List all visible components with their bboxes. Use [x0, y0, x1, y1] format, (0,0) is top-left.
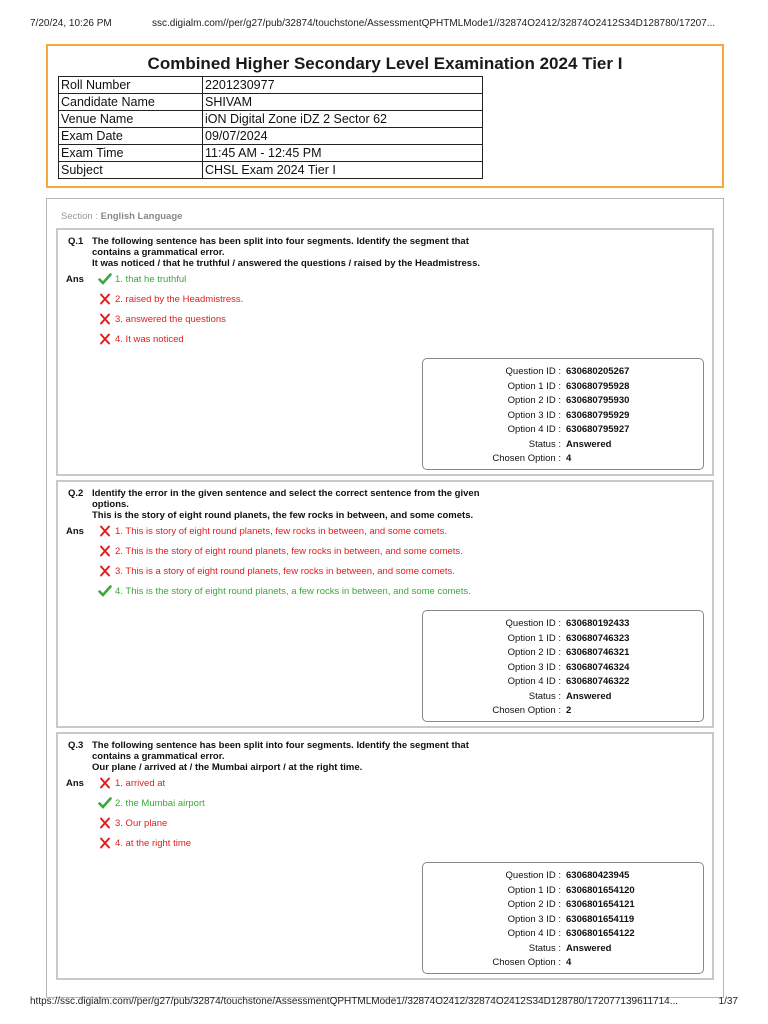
meta-label: Status :	[528, 438, 561, 450]
answer-option	[98, 836, 191, 850]
value-candidate-name: SHIVAM	[203, 94, 483, 111]
table-row	[59, 162, 483, 179]
answer-option	[98, 816, 167, 830]
meta-label: Option 3 ID :	[507, 409, 561, 421]
meta-value: 630680746321	[566, 647, 630, 658]
question-text	[92, 740, 532, 773]
meta-row-question-id	[423, 870, 703, 884]
question-number: Q.2	[68, 488, 84, 499]
meta-row-option-4-id	[423, 424, 703, 438]
answer-option	[98, 272, 186, 286]
question-text-line: options.	[92, 499, 129, 510]
meta-label: Option 2 ID :	[507, 647, 561, 658]
meta-label: Question ID :	[505, 366, 561, 377]
question-metadata	[422, 862, 704, 974]
question-metadata	[422, 358, 704, 470]
cross-icon	[98, 332, 112, 346]
check-icon	[98, 272, 112, 286]
answer-option	[98, 544, 463, 558]
candidate-table	[58, 76, 483, 179]
meta-label: Option 1 ID :	[507, 884, 561, 896]
check-icon	[98, 584, 112, 598]
cross-icon	[98, 776, 112, 790]
meta-value: 4	[566, 453, 572, 464]
section-title	[61, 211, 182, 222]
meta-row-option-1-id	[423, 633, 703, 647]
table-row	[59, 77, 483, 94]
cross-icon	[98, 292, 112, 306]
meta-value: 630680192433	[566, 618, 630, 629]
label-exam-date: Exam Date	[59, 128, 203, 145]
question-text-line: The following sentence has been split into four segments. Identify the segment that	[92, 236, 469, 247]
label-candidate-name: Candidate Name	[59, 94, 203, 111]
label-subject: Subject	[59, 162, 203, 179]
meta-value: 630680423945	[566, 870, 630, 881]
meta-label: Option 4 ID :	[507, 424, 561, 435]
meta-row-option-2-id	[423, 647, 703, 661]
meta-row-question-id	[423, 366, 703, 380]
meta-row-chosen-option	[423, 453, 703, 467]
meta-row-option-4-id	[423, 676, 703, 690]
meta-row-option-2-id	[423, 395, 703, 409]
meta-value: 6306801654121	[566, 899, 635, 910]
meta-label: Chosen Option :	[492, 705, 561, 716]
option-text: 4. It was noticed	[115, 333, 184, 345]
answer-option	[98, 524, 447, 538]
meta-value: 630680795927	[566, 424, 630, 435]
meta-value: 6306801654119	[566, 913, 635, 925]
question-box	[56, 732, 714, 980]
meta-label: Status :	[528, 690, 561, 702]
meta-value: 4	[566, 957, 572, 968]
value-exam-date: 09/07/2024	[203, 128, 483, 145]
answer-option	[98, 776, 165, 790]
answer-label: Ans	[66, 526, 84, 537]
question-number: Q.1	[68, 236, 84, 247]
meta-value: 630680205267	[566, 366, 630, 377]
meta-label: Option 4 ID :	[507, 928, 561, 939]
question-box	[56, 480, 714, 728]
footer-url[interactable]: https://ssc.digialm.com//per/g27/pub/32874/touchstone/AssessmentQPHTMLMode1//32874O2412/32874O2412S34D128780/172077139611714...	[30, 996, 679, 1007]
print-date: 7/20/24, 10:26 PM	[30, 18, 112, 29]
question-text-line: contains a grammatical error.	[92, 751, 225, 762]
meta-label: Question ID :	[505, 618, 561, 629]
meta-value: Answered	[566, 942, 612, 954]
label-exam-time: Exam Time	[59, 145, 203, 162]
meta-value: 630680746323	[566, 632, 630, 644]
meta-row-option-2-id	[423, 899, 703, 913]
option-text: 1. arrived at	[115, 777, 166, 789]
cross-icon	[98, 836, 112, 850]
answer-option	[98, 332, 184, 346]
meta-row-option-3-id	[423, 662, 703, 676]
candidate-info-box	[46, 44, 724, 188]
meta-value: 630680795928	[566, 380, 630, 392]
meta-row-option-4-id	[423, 928, 703, 942]
question-box	[56, 228, 714, 476]
meta-label: Question ID :	[505, 870, 561, 881]
question-text-line: It was noticed / that he truthful / answered the questions / raised by the Headmistress.	[92, 258, 481, 269]
meta-row-question-id	[423, 618, 703, 632]
meta-value: 6306801654122	[566, 928, 635, 939]
table-row	[59, 94, 483, 111]
meta-value: 630680795930	[566, 395, 630, 406]
meta-value: 630680746324	[566, 661, 630, 673]
meta-row-status	[423, 943, 703, 957]
meta-row-chosen-option	[423, 705, 703, 719]
meta-value: Answered	[566, 690, 612, 702]
option-text: 2. This is the story of eight round planets, few rocks in between, and some comets.	[115, 545, 463, 557]
option-text: 2. raised by the Headmistress.	[115, 293, 244, 305]
cross-icon	[98, 544, 112, 558]
option-text: 4. at the right time	[115, 837, 192, 849]
question-text	[92, 236, 532, 269]
exam-title: Combined Higher Secondary Level Examination 2024 Tier I	[147, 54, 623, 73]
meta-label: Option 1 ID :	[507, 380, 561, 392]
table-row	[59, 145, 483, 162]
cross-icon	[98, 816, 112, 830]
question-text	[92, 488, 532, 521]
meta-row-option-3-id	[423, 914, 703, 928]
answer-option	[98, 292, 243, 306]
page-number: 1/37	[718, 996, 738, 1007]
meta-label: Chosen Option :	[492, 453, 561, 464]
option-text: 3. answered the questions	[115, 313, 226, 325]
table-row	[59, 111, 483, 128]
meta-label: Option 4 ID :	[507, 676, 561, 687]
label-roll-number: Roll Number	[59, 77, 203, 94]
question-text-line: The following sentence has been split into four segments. Identify the segment that	[92, 740, 469, 751]
meta-row-option-3-id	[423, 410, 703, 424]
meta-label: Option 3 ID :	[507, 913, 561, 925]
meta-value: 630680795929	[566, 409, 630, 421]
cross-icon	[98, 312, 112, 326]
print-url[interactable]: ssc.digialm.com//per/g27/pub/32874/touchstone/AssessmentQPHTMLMode1//32874O2412/32874O2412S34D128780/17207...	[152, 18, 716, 29]
meta-row-option-1-id	[423, 885, 703, 899]
meta-label: Chosen Option :	[492, 957, 561, 968]
cross-icon	[98, 524, 112, 538]
value-subject: CHSL Exam 2024 Tier I	[203, 162, 483, 179]
cross-icon	[98, 564, 112, 578]
meta-label: Option 2 ID :	[507, 899, 561, 910]
meta-label: Option 2 ID :	[507, 395, 561, 406]
meta-label: Option 3 ID :	[507, 661, 561, 673]
value-venue-name: iON Digital Zone iDZ 2 Sector 62	[203, 111, 483, 128]
question-text-line: Our plane / arrived at / the Mumbai airport / at the right time.	[92, 762, 363, 773]
question-text-line: contains a grammatical error.	[92, 247, 225, 258]
label-venue-name: Venue Name	[59, 111, 203, 128]
section-name: English Language	[100, 211, 183, 222]
meta-value: 2	[566, 705, 572, 716]
question-number: Q.3	[68, 740, 84, 751]
answer-option	[98, 564, 455, 578]
meta-row-option-1-id	[423, 381, 703, 395]
meta-row-chosen-option	[423, 957, 703, 971]
option-text: 3. This is a story of eight round planets, few rocks in between, and some comets.	[115, 565, 455, 577]
option-text: 2. the Mumbai airport	[115, 797, 205, 809]
meta-value: Answered	[566, 438, 612, 450]
value-exam-time: 11:45 AM - 12:45 PM	[203, 145, 483, 162]
answer-label: Ans	[66, 778, 84, 789]
answer-option	[98, 312, 226, 326]
meta-value: 630680746322	[566, 676, 630, 687]
option-text: 1. This is story of eight round planets, few rocks in between, and some comets.	[115, 525, 447, 537]
meta-label: Status :	[528, 942, 561, 954]
print-header	[0, 0, 768, 40]
check-icon	[98, 796, 112, 810]
answer-option	[98, 584, 471, 598]
meta-row-status	[423, 691, 703, 705]
option-text: 4. This is the story of eight round planets, a few rocks in between, and some comets.	[115, 585, 471, 597]
question-text-line: Identify the error in the given sentence and select the correct sentence from the given	[92, 488, 480, 499]
print-footer	[0, 994, 768, 1014]
option-text: 1. that he truthful	[115, 273, 187, 285]
question-metadata	[422, 610, 704, 722]
meta-row-status	[423, 439, 703, 453]
answer-label: Ans	[66, 274, 84, 285]
table-row	[59, 128, 483, 145]
section-prefix: Section :	[61, 211, 101, 222]
meta-value: 6306801654120	[566, 884, 635, 896]
meta-label: Option 1 ID :	[507, 632, 561, 644]
option-text: 3. Our plane	[115, 817, 168, 829]
question-text-line: This is the story of eight round planets, the few rocks in between, and some comets.	[92, 510, 474, 521]
answer-option	[98, 796, 205, 810]
value-roll-number: 2201230977	[203, 77, 483, 94]
